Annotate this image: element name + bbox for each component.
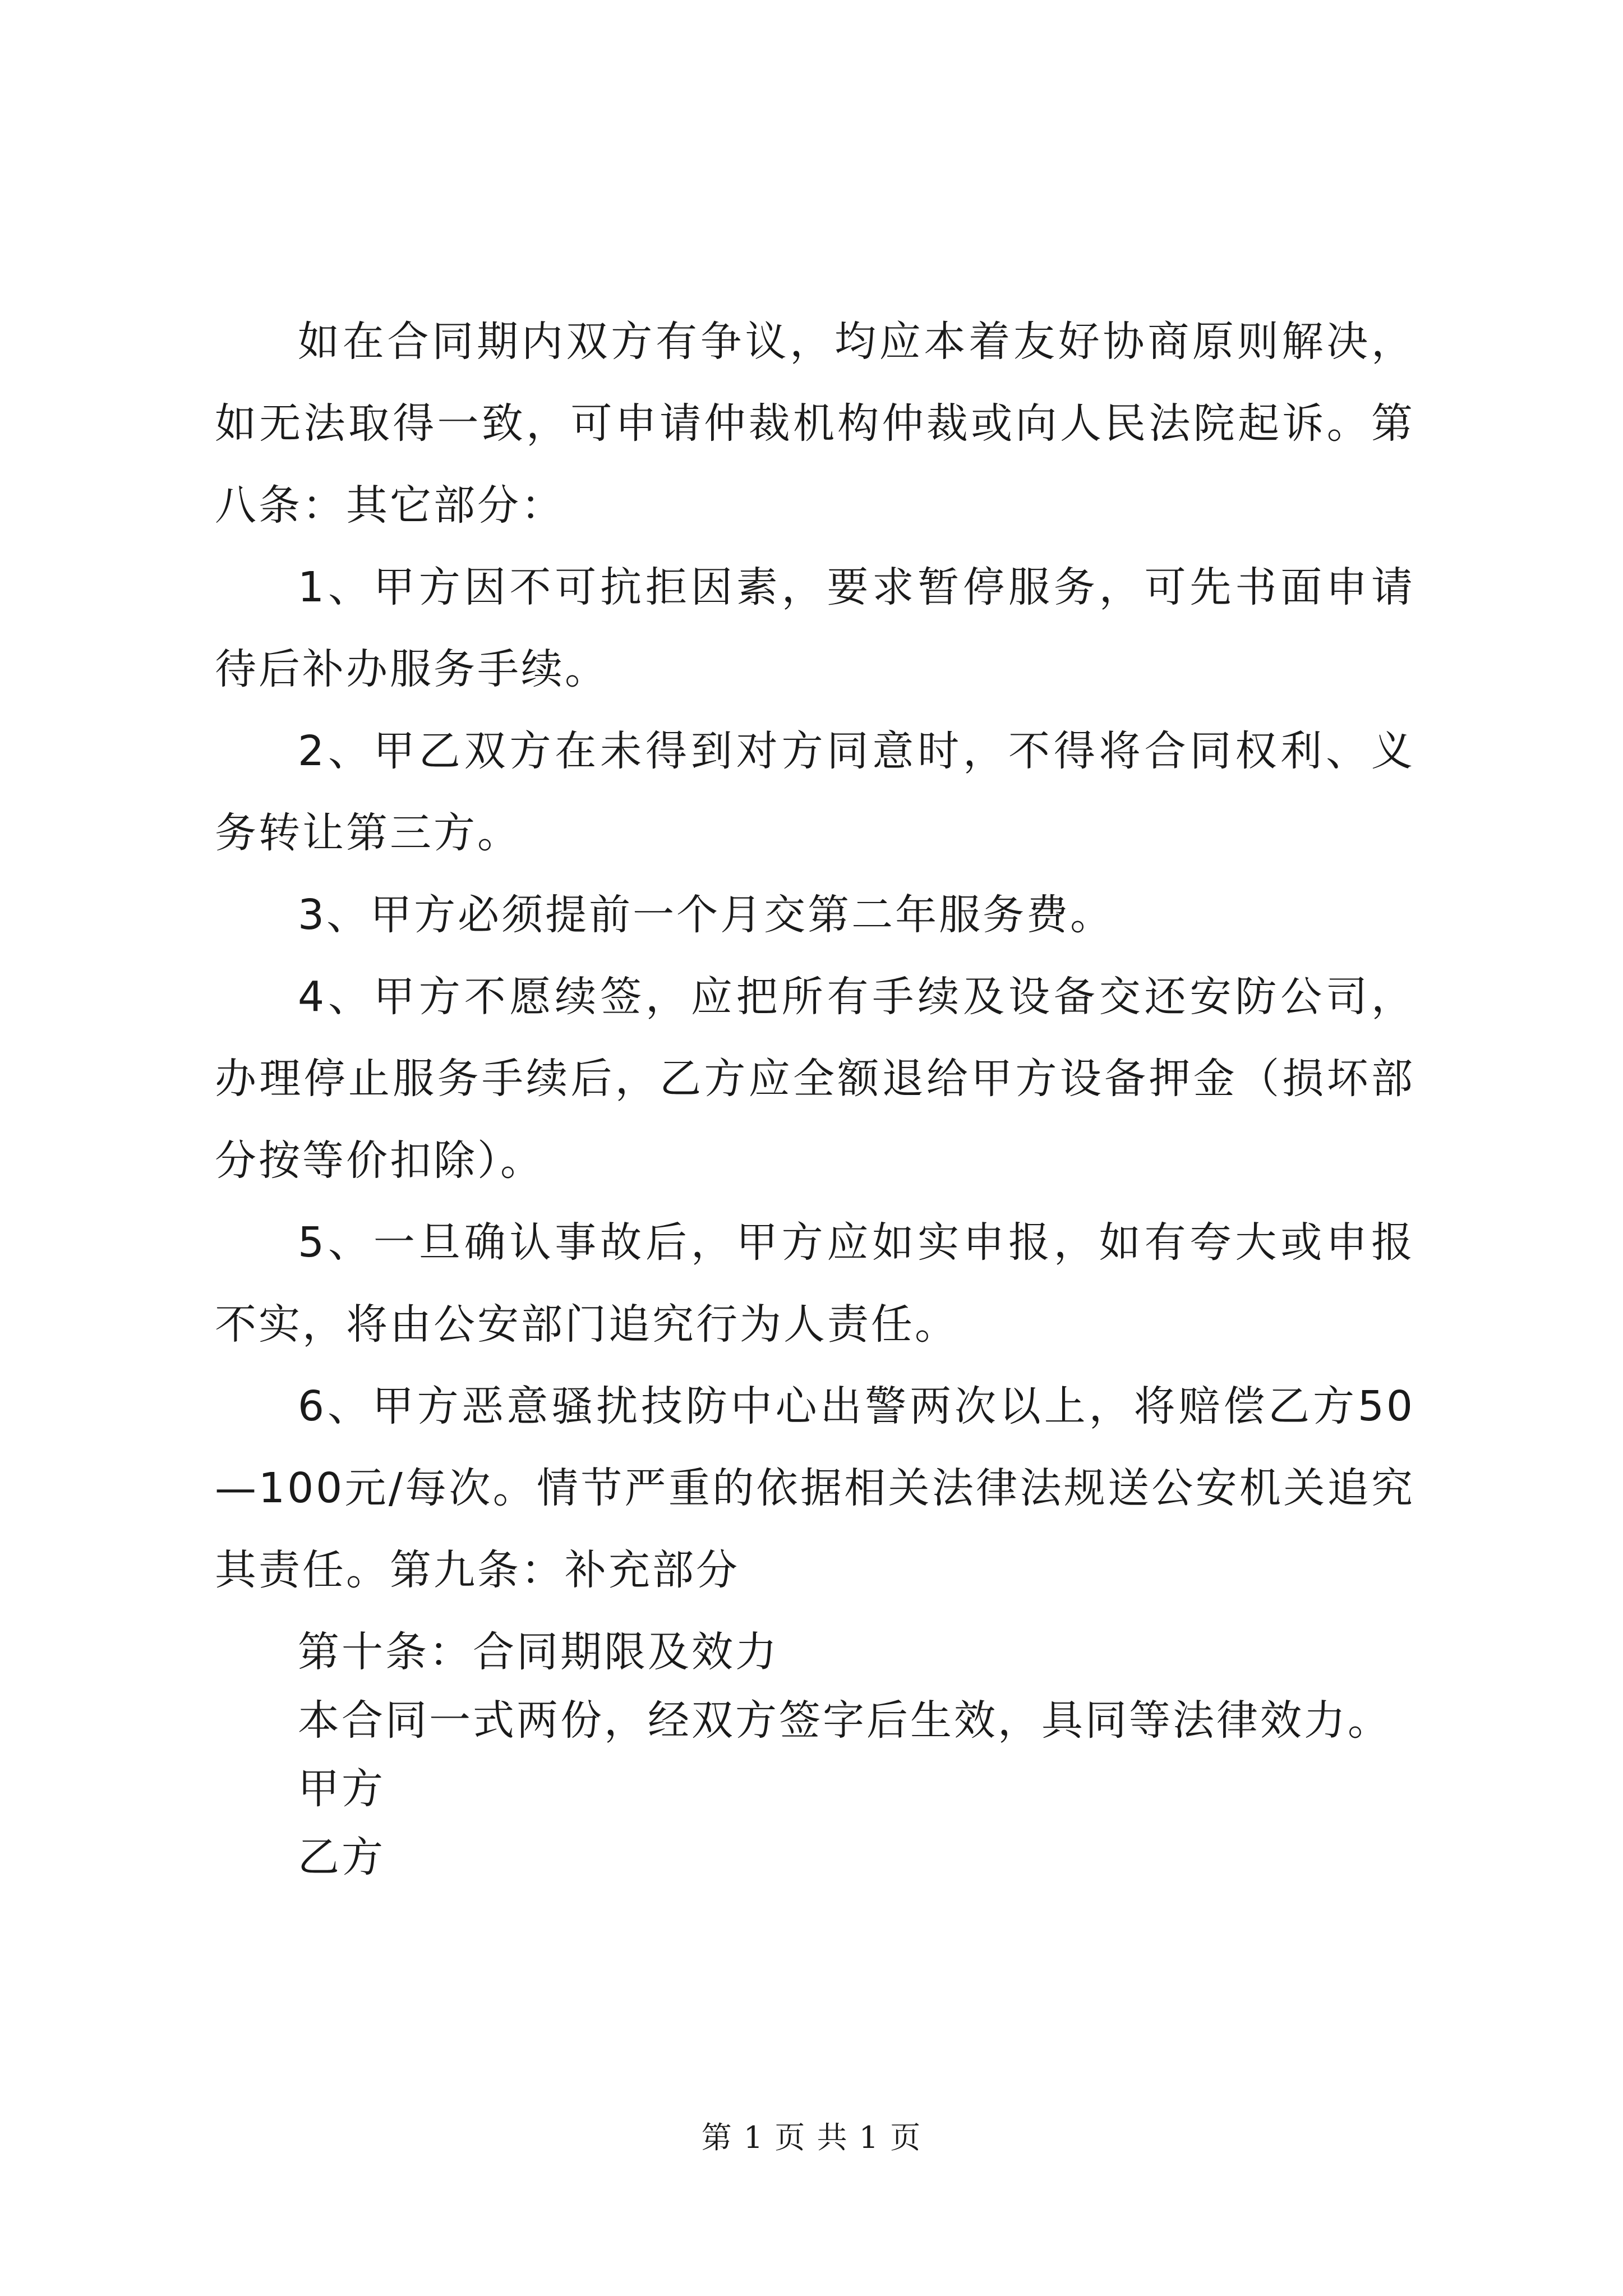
paragraph-item-1: 1、甲方因不可抗拒因素，要求暂停服务，可先书面申请待后补办服务手续。 xyxy=(215,563,1415,693)
paragraph-item-4: 4、甲方不愿续签，应把所有手续及设备交还安防公司，办理停止服务手续后，乙方应全额退给甲方设备押金（损坏部分按等价扣除）。 xyxy=(215,973,1415,1185)
document-body xyxy=(215,301,1415,1885)
paragraph-item-5: 5、一旦确认事故后，甲方应如实申报，如有夸大或申报不实，将由公安部门追究行为人责任。 xyxy=(215,1218,1415,1349)
paragraph-validity: 本合同一式两份，经双方签字后生效，具同等法律效力。 xyxy=(298,1696,1391,1745)
party-a-label: 甲方 xyxy=(298,1765,385,1813)
paragraph-item-2: 2、甲乙双方在未得到对方同意时，不得将合同权利、义务转让第三方。 xyxy=(215,727,1415,857)
heading-article-10: 第十条：合同期限及效力 xyxy=(298,1628,779,1676)
paragraph-item-3: 3、甲方必须提前一个月交第二年服务费。 xyxy=(298,891,1114,939)
party-b-label: 乙方 xyxy=(298,1833,385,1881)
page-footer: 第 1 页 共 1 页 xyxy=(701,2120,922,2155)
paragraph-dispute-resolution: 如在合同期内双方有争议，均应本着友好协商原则解决，如无法取得一致，可申请仲裁机构仲裁或向人民法院起诉。第八条：其它部分： xyxy=(215,318,1415,530)
paragraph-item-6: 6、甲方恶意骚扰技防中心出警两次以上，将赔偿乙方50—100元/每次。情节严重的依据相关法律法规送公安机关追究其责任。第九条：补充部分 xyxy=(215,1382,1415,1594)
